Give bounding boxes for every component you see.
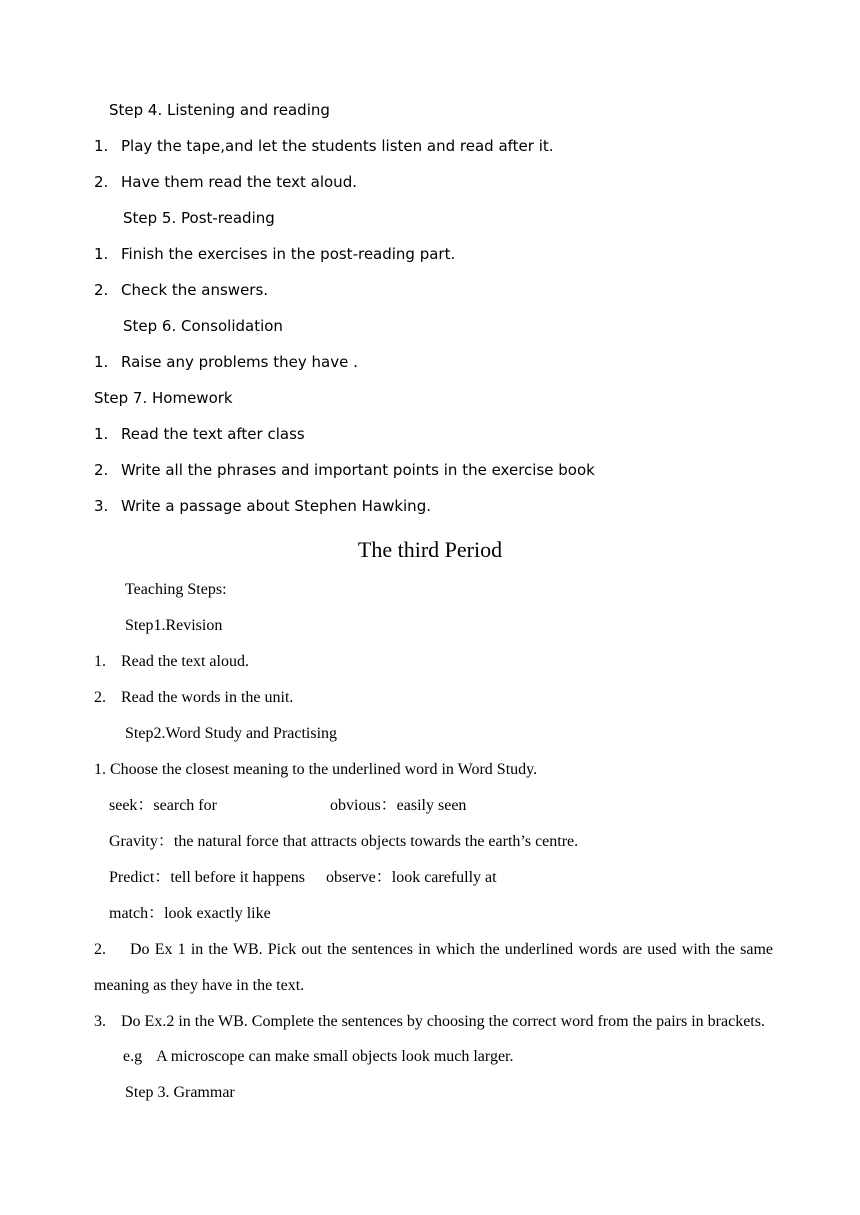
definition-obvious: obvious：easily seen <box>330 797 467 814</box>
list-number: 1. <box>94 245 109 263</box>
list-item <box>94 283 268 298</box>
definition-observe: observe：look carefully at <box>326 869 497 886</box>
step1-title: Step1.Revision <box>125 617 223 634</box>
step6-title: Step 6. Consolidation <box>123 317 283 335</box>
list-item <box>94 690 293 706</box>
list-number: 2. <box>94 941 106 958</box>
list-item <box>94 355 358 370</box>
list-text: Raise any problems they have . <box>121 353 358 371</box>
list-number: 2. <box>94 173 109 191</box>
list-item <box>94 139 554 154</box>
example-line <box>123 1049 514 1065</box>
list-number: 1. <box>94 653 106 670</box>
list-text: Finish the exercises in the post-reading part. <box>121 245 456 263</box>
list-number: 1. <box>94 137 109 155</box>
list-text: Read the words in the unit. <box>121 689 294 706</box>
list-item <box>94 247 455 262</box>
step3-title: Step 3. Grammar <box>125 1084 235 1101</box>
teaching-steps-label: Teaching Steps: <box>125 581 227 598</box>
step2-item-1: 1. Choose the closest meaning to the underlined word in Word Study. <box>94 761 538 778</box>
step2-item-2-continued: meaning as they have in the text. <box>94 977 305 994</box>
list-text: Have them read the text aloud. <box>121 173 357 191</box>
list-item <box>94 463 595 478</box>
list-item <box>94 499 431 514</box>
definition-match: match：look exactly like <box>109 905 271 922</box>
list-text: Read the text aloud. <box>121 653 249 670</box>
list-item <box>94 654 249 670</box>
example-label: e.g <box>123 1048 143 1065</box>
list-number: 2. <box>94 689 106 706</box>
list-text: Play the tape,and let the students listen and read after it. <box>121 137 554 155</box>
list-number: 1. <box>94 425 109 443</box>
list-text: Check the answers. <box>121 281 269 299</box>
list-number: 3. <box>94 497 109 515</box>
list-number: 2. <box>94 461 109 479</box>
list-text: Write a passage about Stephen Hawking. <box>121 497 431 515</box>
definition-predict: Predict：tell before it happens <box>109 869 305 886</box>
list-item <box>94 175 357 190</box>
list-text: Do Ex 1 in the WB. Pick out the sentences in which the underlined words are used with the same <box>130 941 773 958</box>
definition-gravity: Gravity：the natural force that attracts objects towards the earth’s centre. <box>109 833 579 850</box>
step2-item-2 <box>94 942 773 958</box>
list-number: 3. <box>94 1013 106 1030</box>
list-item <box>94 427 305 442</box>
list-number: 2. <box>94 281 109 299</box>
step7-title: Step 7. Homework <box>94 389 233 407</box>
step2-title: Step2.Word Study and Practising <box>125 725 338 742</box>
list-number: 1. <box>94 353 109 371</box>
period-heading: The third Period <box>357 537 503 562</box>
definition-seek: seek：search for <box>109 797 217 814</box>
list-text: Write all the phrases and important points in the exercise book <box>121 461 595 479</box>
list-text: Do Ex.2 in the WB. Complete the sentences by choosing the correct word from the pairs in brackets. <box>121 1013 765 1030</box>
step5-title: Step 5. Post-reading <box>123 209 275 227</box>
list-text: Read the text after class <box>121 425 305 443</box>
step4-title: Step 4. Listening and reading <box>109 101 330 119</box>
step2-item-3 <box>94 1014 765 1030</box>
example-text: A microscope can make small objects look much larger. <box>156 1048 514 1065</box>
